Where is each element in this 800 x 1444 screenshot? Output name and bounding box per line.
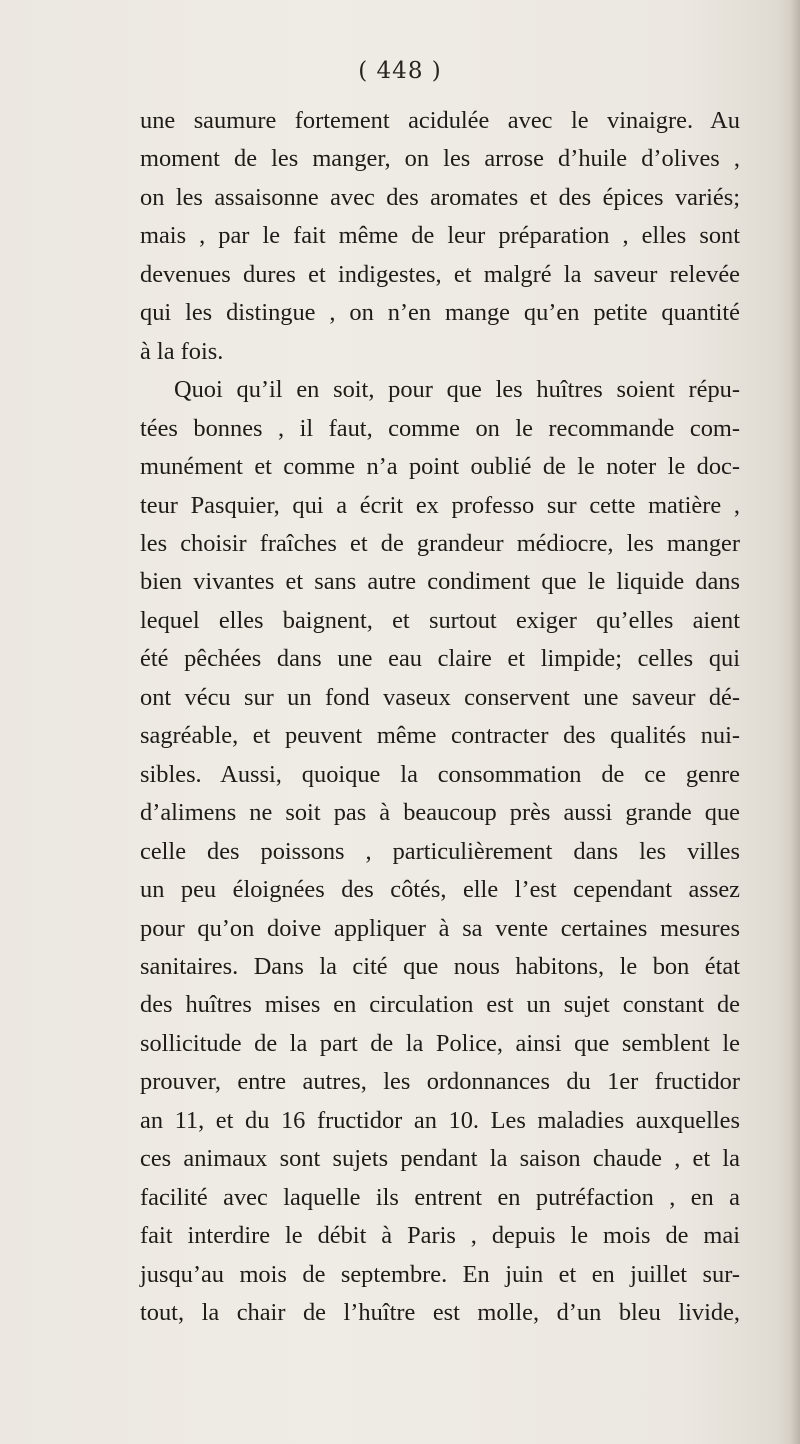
- text-line: teur Pasquier, qui a écrit ex professo sur cette matière ,: [140, 491, 740, 519]
- text-line: ont vécu sur un fond vaseux conservent une saveur dé-: [140, 683, 740, 711]
- text-line: munément et comme n’a point oublié de le noter le doc-: [140, 453, 740, 481]
- page-number: ( 448 ): [358, 58, 442, 84]
- text-line: fait interdire le débit à Paris , depuis le mois de mai: [140, 1222, 740, 1250]
- text-line: pour qu’on doive appliquer à sa vente certaines mesures: [140, 914, 740, 942]
- text-line: tées bonnes , il faut, comme on le recommande com-: [140, 414, 740, 442]
- text-line: une saumure fortement acidulée avec le vinaigre. Au: [140, 107, 740, 134]
- text-line: des huîtres mises en circulation est un sujet constant de: [140, 991, 740, 1019]
- text-line: Quoi qu’il en soit, pour que les huîtres soient répu-: [174, 376, 740, 404]
- text-line: à la fois.: [140, 337, 224, 365]
- text-line: sagréable, et peuvent même contracter des qualités nui-: [140, 722, 740, 750]
- text-line: moment de les manger, on les arrose d’huile d’olives ,: [140, 145, 740, 173]
- text-line: sanitaires. Dans la cité que nous habitons, le bon état: [140, 952, 740, 980]
- body-text: [140, 102, 740, 1333]
- text-line: sollicitude de la part de la Police, ainsi que semblent le: [140, 1029, 740, 1057]
- text-line: qui les distingue , on n’en mange qu’en petite quantité: [140, 299, 740, 327]
- text-line: an 11, et du 16 fructidor an 10. Les maladies auxquelles: [140, 1106, 740, 1134]
- text-line: prouver, entre autres, les ordonnances du 1er fructidor: [140, 1068, 740, 1096]
- text-line: sibles. Aussi, quoique la consommation de ce genre: [140, 760, 740, 788]
- text-line: été pêchées dans une eau claire et limpide; celles qui: [140, 645, 740, 673]
- text-line: bien vivantes et sans autre condiment que le liquide dans: [140, 568, 740, 596]
- text-line: facilité avec laquelle ils entrent en putréfaction , en a: [140, 1183, 740, 1211]
- text-line: un peu éloignées des côtés, elle l’est cependant assez: [140, 876, 740, 904]
- text-line: d’alimens ne soit pas à beaucoup près aussi grande que: [140, 799, 740, 827]
- text-line: devenues dures et indigestes, et malgré la saveur relevée: [140, 260, 740, 288]
- page-edge-shadow: [790, 0, 800, 1444]
- text-line: jusqu’au mois de septembre. En juin et en juillet sur-: [140, 1260, 740, 1288]
- text-line: mais , par le fait même de leur préparation , elles sont: [140, 222, 740, 250]
- text-line: on les assaisonne avec des aromates et des épices variés;: [140, 183, 740, 211]
- text-line: celle des poissons , particulièrement dans les villes: [140, 837, 740, 865]
- text-line: tout, la chair de l’huître est molle, d’un bleu livide,: [140, 1299, 740, 1327]
- text-line: les choisir fraîches et de grandeur médiocre, les manger: [140, 529, 740, 557]
- text-line: lequel elles baignent, et surtout exiger qu’elles aient: [140, 606, 740, 634]
- text-line: ces animaux sont sujets pendant la saison chaude , et la: [140, 1145, 740, 1173]
